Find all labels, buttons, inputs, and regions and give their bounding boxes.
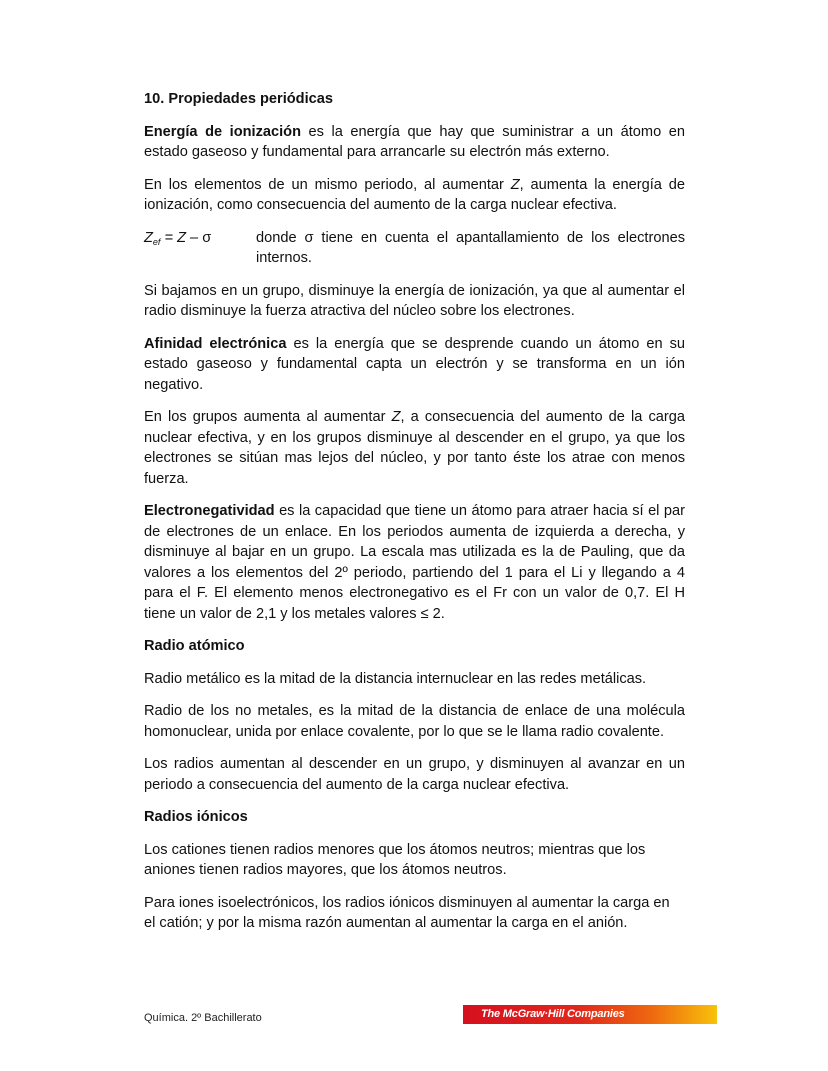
paragraph-ionization-energy (144, 122, 685, 163)
paragraph-text: , a consecuencia del aumento de la carga nuclear efectiva, y en los grupos disminuye al descender en el grupo, ya que los electrones se sitúan mas lejos del núcleo, y por tanto éste los atrae con menos fuerza. (144, 409, 685, 487)
term-ionization-energy: Energía de ionización (144, 123, 301, 140)
formula-explanation: donde σ tiene en cuenta el apantallamiento de los electrones internos. (256, 229, 685, 266)
term-electron-affinity: Afinidad electrónica (144, 335, 287, 352)
paragraph-text: , aumenta la energía de ionización, como consecuencia del aumento de la carga nuclear efectiva. (144, 176, 685, 213)
paragraph-text: es la energía que hay que suministrar a un átomo en estado gaseoso y fundamental para arrancarle su electrón más externo. (144, 123, 685, 160)
paragraph-metallic-radius: Radio metálico es la mitad de la distancia internuclear en las redes metálicas. (144, 670, 647, 687)
paragraph-text: es la energía que se desprende cuando un átomo en su estado gaseoso y fundamental capta un electrón y se transforma en un ión negativo. (144, 335, 686, 393)
term-electronegativity: Electronegatividad (144, 503, 275, 519)
heading-atomic-radius: Radio atómico (144, 638, 245, 654)
paragraph-isoelectronic: Para iones isoelectrónicos, los radios iónicos disminuyen al aumentar la carga en el catión; y por la misma razón aumentan al aumentar la carga en el anión. (144, 894, 670, 931)
formula-sigma: σ (202, 229, 212, 246)
paragraph-electron-affinity (144, 334, 685, 396)
paragraph-text: En los elementos de un mismo periodo, al aumentar (144, 176, 511, 193)
paragraph-electronegativity (144, 501, 685, 624)
paragraph-group-trend: Si bajamos en un grupo, disminuye la energía de ionización, ya que al aumentar el radio disminuye la fuerza atractiva del núcleo sobre los electrones. (144, 282, 685, 319)
heading-ionic-radii: Radios iónicos (144, 809, 248, 825)
section-title: 10. Propiedades periódicas (144, 91, 333, 107)
formula-expression (144, 228, 256, 269)
formula-rhs: = Z – (160, 229, 203, 246)
publisher-logo: The McGraw·Hill Companies (463, 1005, 717, 1024)
paragraph-text: es la capacidad que tiene un átomo para atraer hacia sí el par de electrones de un enlace. En los periodos aumenta de izquierda a derecha, y disminuye al bajar en un grupo. La escala mas utilizada es la de Pauling, que da valores a los elementos del 2º periodo, partiendo del 1 para el Li y llegando a 4 para el F. El elemento menos electronegativo es el Fr con un valor de 0,7. El H tiene un valor de 2,1 y los metales valores ≤ 2. (144, 503, 685, 622)
formula-subscript: ef (152, 236, 161, 247)
paragraph-covalent-radius: Radio de los no metales, es la mitad de la distancia de enlace de una molécula homonuclear, unida por enlace covalente, por lo que se le llama radio covalente. (144, 703, 685, 740)
page-content (144, 89, 685, 946)
paragraph-cations-anions: Los cationes tienen radios menores que los átomos neutros; mientras que los aniones tienen radios mayores, que los átomos neutros. (144, 841, 646, 878)
paragraph-period-trend (144, 175, 685, 216)
paragraph-affinity-trend (144, 407, 685, 489)
paragraph-radius-trend: Los radios aumentan al descender en un grupo, y disminuyen al avanzar en un periodo a consecuencia del aumento de la carga nuclear efectiva. (144, 756, 685, 793)
symbol-z: Z (391, 409, 401, 425)
effective-charge-formula (144, 228, 685, 269)
paragraph-text: En los grupos aumenta al aumentar (144, 409, 392, 425)
symbol-z: Z (510, 176, 520, 193)
footer-course-label: Química. 2º Bachillerato (144, 1012, 262, 1024)
formula-z: Z (144, 229, 153, 246)
